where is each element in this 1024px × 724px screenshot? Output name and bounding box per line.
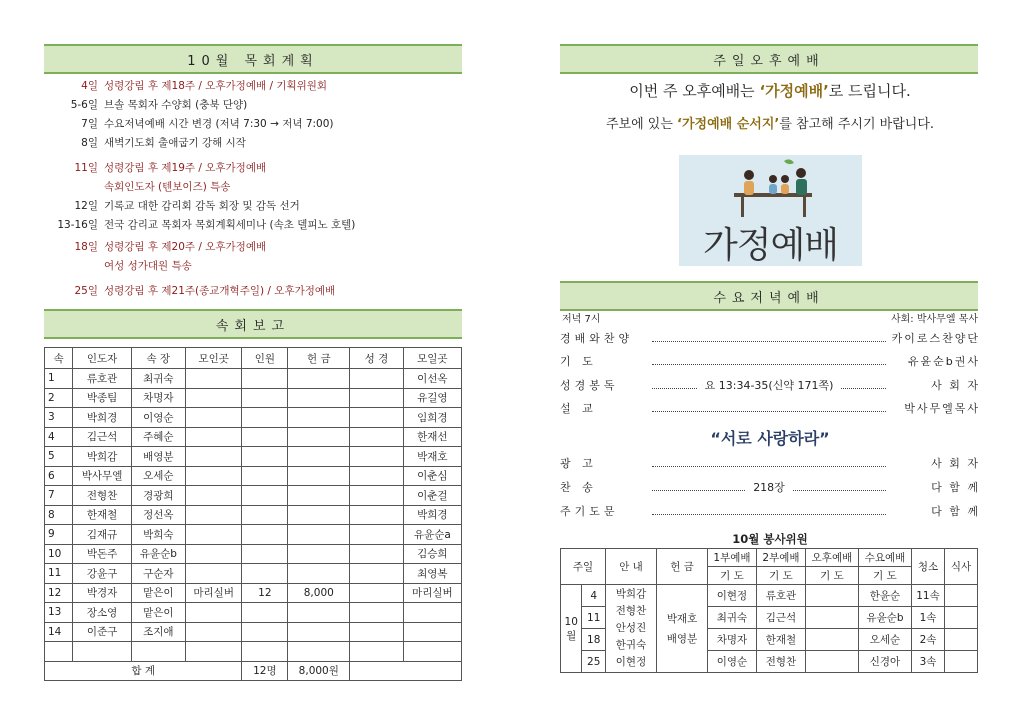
volunteer-cell	[805, 607, 858, 629]
plan-item	[40, 116, 334, 131]
volunteer-cell: 한윤순	[858, 585, 911, 607]
h-offering: 헌 금	[657, 549, 708, 585]
table-cell	[242, 525, 288, 545]
order-label: 주기도문	[560, 505, 619, 518]
plan-item	[40, 217, 355, 232]
table-cell: 박희경	[73, 408, 131, 428]
total-label: 합 계	[45, 661, 242, 681]
attendance-col-header: 모일곳	[403, 348, 461, 369]
table-cell: 한재선	[403, 427, 461, 447]
leader-dots	[652, 404, 886, 412]
table-cell	[350, 466, 403, 486]
total-empty	[350, 661, 462, 681]
attendance-col-header: 헌 금	[288, 348, 350, 369]
table-cell: 구순자	[131, 564, 185, 584]
plan-date: 11일	[74, 162, 98, 174]
attendance-total-row	[45, 661, 462, 681]
table-cell: 12	[45, 583, 73, 603]
leader-dots	[793, 483, 886, 491]
table-cell: 정선옥	[131, 505, 185, 525]
table-cell	[242, 505, 288, 525]
volunteer-cell: 한재철	[756, 629, 805, 651]
line1-em: ‘가정예배’	[759, 82, 829, 100]
table-cell: 오세순	[131, 466, 185, 486]
table-cell: 이영순	[131, 408, 185, 428]
plan-date: 18일	[74, 241, 98, 253]
table-cell	[350, 447, 403, 467]
table-cell: 전형찬	[73, 486, 131, 506]
plan-date: 25일	[74, 285, 98, 297]
table-cell: 7	[45, 486, 73, 506]
table-cell	[350, 564, 403, 584]
order-line	[560, 455, 980, 471]
table-cell	[350, 583, 403, 603]
plan-header	[44, 44, 462, 74]
report-header	[44, 309, 462, 339]
guide-name: 전형찬	[615, 605, 647, 617]
day-cell: 18	[582, 629, 606, 651]
table-cell: 10	[45, 544, 73, 564]
order-person: 유윤순b권사	[907, 355, 980, 368]
table-cell: 14	[45, 622, 73, 642]
table-row	[45, 603, 462, 623]
order-label: 경배와찬양	[560, 332, 634, 345]
h-svc3: 오후예배	[805, 549, 858, 567]
table-cell	[350, 544, 403, 564]
attendance-col-header: 성 경	[350, 348, 403, 369]
table-cell: 이춘걸	[403, 486, 461, 506]
table-cell: 11	[45, 564, 73, 584]
order-person: 사 회 자	[931, 457, 980, 470]
logo-text: 가정예배	[702, 225, 839, 266]
order-detail: 218장	[753, 481, 785, 494]
plan-text: 여성 성가대원 특송	[104, 260, 192, 272]
plan-date: 4일	[81, 80, 98, 92]
volunteer-cell: 11속	[912, 585, 945, 607]
family-table-illustration	[679, 155, 862, 225]
table-cell	[288, 505, 350, 525]
table-cell	[403, 642, 461, 662]
volunteers-title: 10월 봉사위원	[732, 532, 808, 546]
order-person: 사 회 자	[931, 379, 980, 392]
table-cell	[185, 408, 241, 428]
table-cell	[288, 564, 350, 584]
table-row	[45, 427, 462, 447]
table-row	[561, 585, 978, 607]
afternoon-line2	[560, 113, 980, 132]
order-person: 카이로스찬양단	[891, 332, 980, 345]
table-cell: 5	[45, 447, 73, 467]
volunteer-cell: 김근석	[756, 607, 805, 629]
plan-date: 8일	[81, 137, 98, 149]
table-cell	[185, 642, 241, 662]
table-cell	[350, 427, 403, 447]
order-label: 광 고	[560, 457, 597, 470]
volunteer-cell	[945, 651, 978, 673]
table-cell: 차명자	[131, 388, 185, 408]
day-cell: 11	[582, 607, 606, 629]
order-line	[560, 503, 980, 519]
table-cell	[185, 622, 241, 642]
table-cell: 맡은이	[131, 603, 185, 623]
table-cell	[288, 427, 350, 447]
plan-text: 수요저녁예배 시간 변경 (저녁 7:30 → 저녁 7:00)	[104, 118, 334, 130]
table-cell	[185, 544, 241, 564]
table-cell	[350, 505, 403, 525]
attendance-table	[44, 347, 462, 681]
plan-date: 7일	[81, 118, 98, 130]
plan-text: 전국 감리교 목회자 목회계획세미나 (속초 델피노 호텔)	[104, 219, 356, 231]
h-prayer-1: 기 도	[708, 567, 757, 585]
wednesday-host: 사회: 박사무엘 목사	[890, 314, 978, 325]
volunteer-cell: 신경아	[858, 651, 911, 673]
day-cell: 25	[582, 651, 606, 673]
table-cell: 박종팀	[73, 388, 131, 408]
table-cell: 유길영	[403, 388, 461, 408]
afternoon-line1	[560, 80, 980, 101]
guide-name: 박희감	[615, 588, 647, 600]
table-cell	[242, 564, 288, 584]
volunteer-cell	[805, 585, 858, 607]
volunteers-table	[560, 548, 978, 673]
table-cell	[403, 622, 461, 642]
h-prayer-3: 기 도	[805, 567, 858, 585]
table-cell	[350, 642, 403, 662]
table-row	[45, 583, 462, 603]
table-cell	[288, 466, 350, 486]
table-cell	[242, 427, 288, 447]
table-cell	[185, 427, 241, 447]
table-cell	[288, 447, 350, 467]
volunteer-cell: 차명자	[708, 629, 757, 651]
plan-item	[40, 283, 335, 298]
leader-dots	[652, 459, 886, 467]
table-cell	[185, 505, 241, 525]
table-cell	[185, 388, 241, 408]
h-week: 주일	[561, 549, 606, 585]
table-cell	[242, 544, 288, 564]
h-svc4: 수요예배	[858, 549, 911, 567]
table-cell: 임희경	[403, 408, 461, 428]
volunteer-cell: 류호관	[756, 585, 805, 607]
table-cell: 유윤순b	[131, 544, 185, 564]
line2-em: ‘가정예배 순서지’	[677, 117, 780, 132]
table-cell	[350, 603, 403, 623]
table-cell: 박재호	[403, 447, 461, 467]
table-cell: 박희감	[73, 447, 131, 467]
table-cell: 이준구	[73, 622, 131, 642]
table-row	[45, 642, 462, 662]
table-cell: 경광희	[131, 486, 185, 506]
volunteer-cell: 최귀숙	[708, 607, 757, 629]
table-cell	[350, 408, 403, 428]
attendance-col-header: 속	[45, 348, 73, 369]
table-cell	[288, 486, 350, 506]
table-cell	[242, 622, 288, 642]
attendance-header-row	[45, 348, 462, 369]
table-cell	[288, 603, 350, 623]
leader-dots	[841, 381, 886, 389]
table-cell	[185, 486, 241, 506]
table-row	[45, 525, 462, 545]
month-cell: 10월	[561, 585, 582, 673]
table-cell	[185, 525, 241, 545]
h-svc1: 1부예배	[708, 549, 757, 567]
sermon-title: “서로 사랑하라”	[710, 429, 830, 448]
volunteer-cell	[805, 629, 858, 651]
table-row	[45, 505, 462, 525]
volunteer-cell	[945, 585, 978, 607]
order-detail: 요 13:34-35(신약 171쪽)	[704, 379, 834, 392]
attendance-col-header: 인원	[242, 348, 288, 369]
plan-text: 속회인도자 (텐보이즈) 특송	[104, 181, 231, 193]
table-cell	[185, 466, 241, 486]
table-cell	[288, 525, 350, 545]
total-people: 12명	[242, 661, 288, 681]
table-cell: 최귀숙	[131, 369, 185, 389]
table-cell	[288, 388, 350, 408]
h-meal: 식사	[945, 549, 978, 585]
table-row	[45, 388, 462, 408]
volunteer-cell: 3속	[912, 651, 945, 673]
line1-post: 로 드립니다.	[828, 82, 911, 100]
table-row	[45, 466, 462, 486]
table-cell: 박희경	[403, 505, 461, 525]
order-person: 다 함 께	[931, 505, 980, 518]
line1-pre: 이번 주 오후예배는	[629, 82, 760, 100]
table-cell	[350, 388, 403, 408]
volunteer-cell: 이현정	[708, 585, 757, 607]
wednesday-header	[560, 281, 978, 311]
attendance-col-header: 모인곳	[185, 348, 241, 369]
table-cell: 3	[45, 408, 73, 428]
table-cell	[185, 603, 241, 623]
table-cell: 최영복	[403, 564, 461, 584]
order-line	[560, 479, 980, 495]
table-cell	[242, 486, 288, 506]
order-label: 설 교	[560, 402, 597, 415]
plan-date: 13-16일	[57, 219, 98, 231]
volunteers-header-row-1	[561, 549, 978, 567]
guide-name: 안성진	[615, 622, 647, 634]
table-cell	[288, 642, 350, 662]
order-label: 찬 송	[560, 481, 597, 494]
order-label: 기 도	[560, 355, 597, 368]
volunteer-cell: 유윤순b	[858, 607, 911, 629]
order-person: 박사무엘목사	[904, 402, 980, 415]
order-line	[560, 377, 980, 393]
volunteer-cell: 1속	[912, 607, 945, 629]
table-cell	[350, 486, 403, 506]
table-cell: 조지애	[131, 622, 185, 642]
table-row	[45, 369, 462, 389]
table-cell	[350, 369, 403, 389]
plan-list	[40, 78, 460, 308]
table-cell: 이춘심	[403, 466, 461, 486]
volunteer-cell	[945, 607, 978, 629]
offering-name: 배영분	[666, 632, 698, 645]
table-cell: 이선옥	[403, 369, 461, 389]
table-cell: 김근석	[73, 427, 131, 447]
table-cell	[131, 642, 185, 662]
table-cell: 주혜순	[131, 427, 185, 447]
plan-title: 10월 목회계획	[187, 53, 319, 69]
plan-date: 5-6일	[70, 99, 98, 111]
plan-text: 성령강림 후 제21주(종교개혁주일) / 오후가정예배	[104, 285, 336, 297]
table-cell	[242, 466, 288, 486]
table-cell	[350, 622, 403, 642]
afternoon-title: 주일오후예배	[713, 53, 825, 69]
table-cell	[242, 447, 288, 467]
table-cell: 4	[45, 427, 73, 447]
table-row	[45, 447, 462, 467]
family-worship-logo	[679, 155, 862, 266]
plan-text: 성령강림 후 제19주 / 오후가정예배	[104, 162, 267, 174]
table-cell	[242, 408, 288, 428]
table-cell: 9	[45, 525, 73, 545]
plan-item	[40, 239, 266, 254]
plan-item	[40, 78, 327, 93]
table-cell	[242, 388, 288, 408]
table-cell: 맡은이	[131, 583, 185, 603]
leader-dots	[652, 483, 745, 491]
plan-text: 성령강림 후 제18주 / 오후가정예배 / 기획위원회	[104, 80, 328, 92]
table-cell	[242, 603, 288, 623]
h-prayer-4: 기 도	[858, 567, 911, 585]
volunteer-cell: 이영순	[708, 651, 757, 673]
guide-name: 한귀숙	[615, 639, 647, 651]
table-cell: 2	[45, 388, 73, 408]
table-row	[45, 564, 462, 584]
table-row	[45, 544, 462, 564]
table-cell: 김승희	[403, 544, 461, 564]
table-cell	[288, 544, 350, 564]
table-cell	[185, 447, 241, 467]
table-cell	[288, 408, 350, 428]
table-cell: 마리실버	[403, 583, 461, 603]
volunteer-cell	[945, 629, 978, 651]
table-cell	[242, 369, 288, 389]
table-cell: 강윤구	[73, 564, 131, 584]
afternoon-header	[560, 44, 978, 74]
plan-text: 브솔 목회자 수양회 (충북 단양)	[104, 99, 248, 111]
order-line	[560, 330, 980, 346]
table-cell	[185, 369, 241, 389]
h-guide: 안 내	[606, 549, 657, 585]
table-cell: 8	[45, 505, 73, 525]
order-line	[560, 353, 980, 369]
table-cell: 장소영	[73, 603, 131, 623]
table-cell: 박희숙	[131, 525, 185, 545]
h-svc2: 2부예배	[756, 549, 805, 567]
volunteer-cell: 전형찬	[756, 651, 805, 673]
attendance-col-header: 속 장	[131, 348, 185, 369]
table-row	[45, 408, 462, 428]
table-cell: 13	[45, 603, 73, 623]
table-cell: 박경자	[73, 583, 131, 603]
plan-text: 기록교 대한 감리회 감독 회장 및 감독 선거	[104, 200, 300, 212]
order-person: 다 함 께	[931, 481, 980, 494]
wednesday-title: 수요저녁예배	[713, 290, 825, 306]
table-cell: 류호관	[73, 369, 131, 389]
table-cell: 박사무엘	[73, 466, 131, 486]
line2-post: 를 참고해 주시기 바랍니다.	[779, 117, 935, 132]
volunteer-cell	[805, 651, 858, 673]
table-cell: 마리실버	[185, 583, 241, 603]
day-cell: 4	[582, 585, 606, 607]
guide-name: 이현정	[615, 656, 647, 668]
leader-dots	[652, 357, 886, 365]
plan-item	[40, 135, 246, 150]
table-cell: 박돈주	[73, 544, 131, 564]
table-cell	[350, 525, 403, 545]
table-cell	[403, 603, 461, 623]
table-cell: 김재규	[73, 525, 131, 545]
table-cell: 8,000	[288, 583, 350, 603]
leader-dots	[652, 507, 886, 515]
plan-item	[40, 160, 266, 175]
total-offering: 8,000원	[288, 661, 350, 681]
table-cell: 유윤순a	[403, 525, 461, 545]
plan-item	[40, 258, 192, 273]
offering-name: 박재호	[666, 612, 698, 625]
leader-dots	[652, 334, 886, 342]
plan-text: 성령강림 후 제20주 / 오후가정예배	[104, 241, 267, 253]
plan-date: 12일	[74, 200, 98, 212]
table-cell	[242, 642, 288, 662]
order-label: 성경봉독	[560, 379, 619, 392]
volunteer-cell: 오세순	[858, 629, 911, 651]
offering-cell	[657, 585, 708, 673]
volunteer-cell: 2속	[912, 629, 945, 651]
table-cell: 1	[45, 369, 73, 389]
table-cell: 12	[242, 583, 288, 603]
table-cell	[73, 642, 131, 662]
table-cell: 배영분	[131, 447, 185, 467]
table-cell: 6	[45, 466, 73, 486]
leader-dots	[652, 381, 697, 389]
plan-text: 새벽기도회 출애굽기 강해 시작	[104, 137, 246, 149]
h-clean: 청소	[912, 549, 945, 585]
table-cell	[288, 369, 350, 389]
report-title: 속회보고	[215, 318, 291, 334]
h-prayer-2: 기 도	[756, 567, 805, 585]
line2-pre: 주보에 있는	[605, 117, 678, 132]
table-cell	[45, 642, 73, 662]
order-line	[560, 400, 980, 416]
table-cell	[288, 622, 350, 642]
table-row	[45, 486, 462, 506]
plan-item	[40, 179, 230, 194]
table-row	[45, 622, 462, 642]
plan-item	[40, 97, 247, 112]
table-cell	[185, 564, 241, 584]
plan-item	[40, 198, 300, 213]
guide-cell	[606, 585, 657, 673]
attendance-col-header: 인도자	[73, 348, 131, 369]
wednesday-time: 저녁 7시	[562, 314, 601, 325]
table-cell: 한재철	[73, 505, 131, 525]
